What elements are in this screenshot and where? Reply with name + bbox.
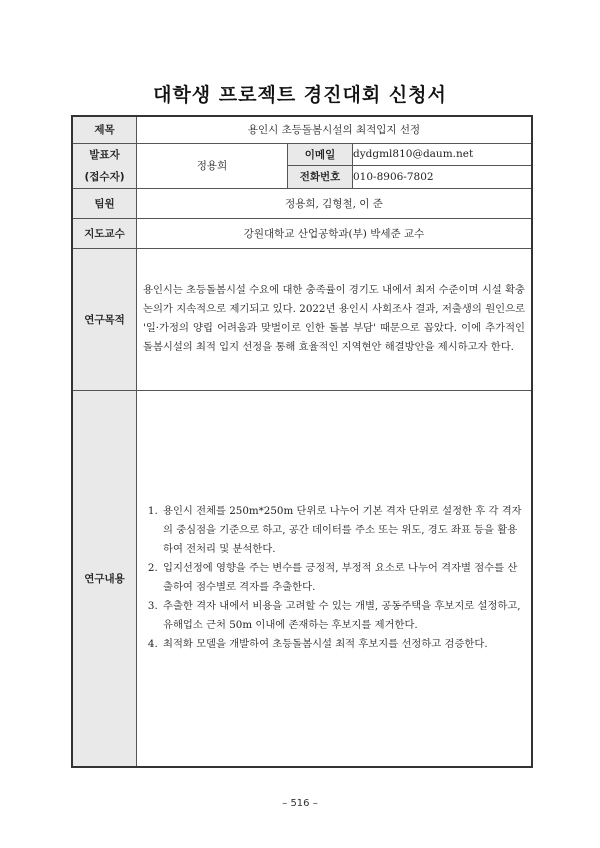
application-form <box>71 115 533 768</box>
content-row <box>72 390 532 767</box>
form-title: 대학생 프로젝트 경진대회 신청서 <box>153 84 447 106</box>
team-label: 팀원 <box>72 188 137 218</box>
subject-value: 용인시 초등돌봄시설의 최적입지 선정 <box>137 116 533 143</box>
presenter-label-line2: (접수자) <box>84 170 125 183</box>
subject-label: 제목 <box>72 116 137 143</box>
content-item: 1. 용인시 전체를 250m*250m 단위로 나누어 기본 격자 단위로 설정한 후 각 격자의 중심점을 기준으로 하고, 공간 데이터를 주소 또는 위도, 경도 좌표 등을 활용하여 전처리 및 분석한다. <box>161 502 525 559</box>
presenter-label-line1: 발표자 <box>89 148 120 161</box>
content-item: 3. 추출한 격자 내에서 비용을 고려할 수 있는 개별, 공동주택을 후보지로 설정하고, 유해업소 근처 50m 이내에 존재하는 후보지를 제거한다. <box>161 597 525 635</box>
team-value: 정용희, 김형철, 이 준 <box>137 188 533 218</box>
purpose-row <box>72 248 532 390</box>
content-list <box>137 502 531 654</box>
purpose-label: 연구목적 <box>72 248 137 390</box>
purpose-cell <box>137 248 533 390</box>
presenter-name: 정용희 <box>137 143 288 188</box>
presenter-label <box>72 143 137 188</box>
page-number: – 516 – <box>282 798 318 809</box>
phone-label: 전화번호 <box>288 166 353 189</box>
email-value: dydgml810@daum.net <box>353 143 533 166</box>
phone-value: 010-8906-7802 <box>353 166 533 189</box>
advisor-value: 강원대학교 산업공학과(부) 박세준 교수 <box>137 218 533 248</box>
advisor-label: 지도교수 <box>72 218 137 248</box>
email-label: 이메일 <box>288 143 353 166</box>
content-label: 연구내용 <box>72 390 137 767</box>
team-row <box>72 188 532 218</box>
presenter-row-email <box>72 143 532 166</box>
subject-row <box>72 116 532 143</box>
content-cell <box>137 390 533 767</box>
purpose-text: 용인시는 초등돌봄시설 수요에 대한 충족률이 경기도 내에서 최저 수준이며 시설 확충 논의가 지속적으로 제기되고 있다. 2022년 용인시 사회조사 결과, 저출생의 원인으로 '일·가정의 양립 어려움과 맞벌이로 인한 돌봄 부담' 때문으로 꼽았다. 이에 추가적인 돌봄시설의 최적 입지 선정을 통해 효율적인 지역현안 해결방안을 제시하고자 한다. <box>143 284 525 353</box>
content-item: 2. 입지선정에 영향을 주는 변수를 긍정적, 부정적 요소로 나누어 격자별 점수를 산출하여 점수별로 격자를 추출한다. <box>161 559 525 597</box>
content-item: 4. 최적화 모델을 개발하여 초등돌봄시설 최적 후보지를 선정하고 검증한다. <box>161 635 525 654</box>
advisor-row <box>72 218 532 248</box>
